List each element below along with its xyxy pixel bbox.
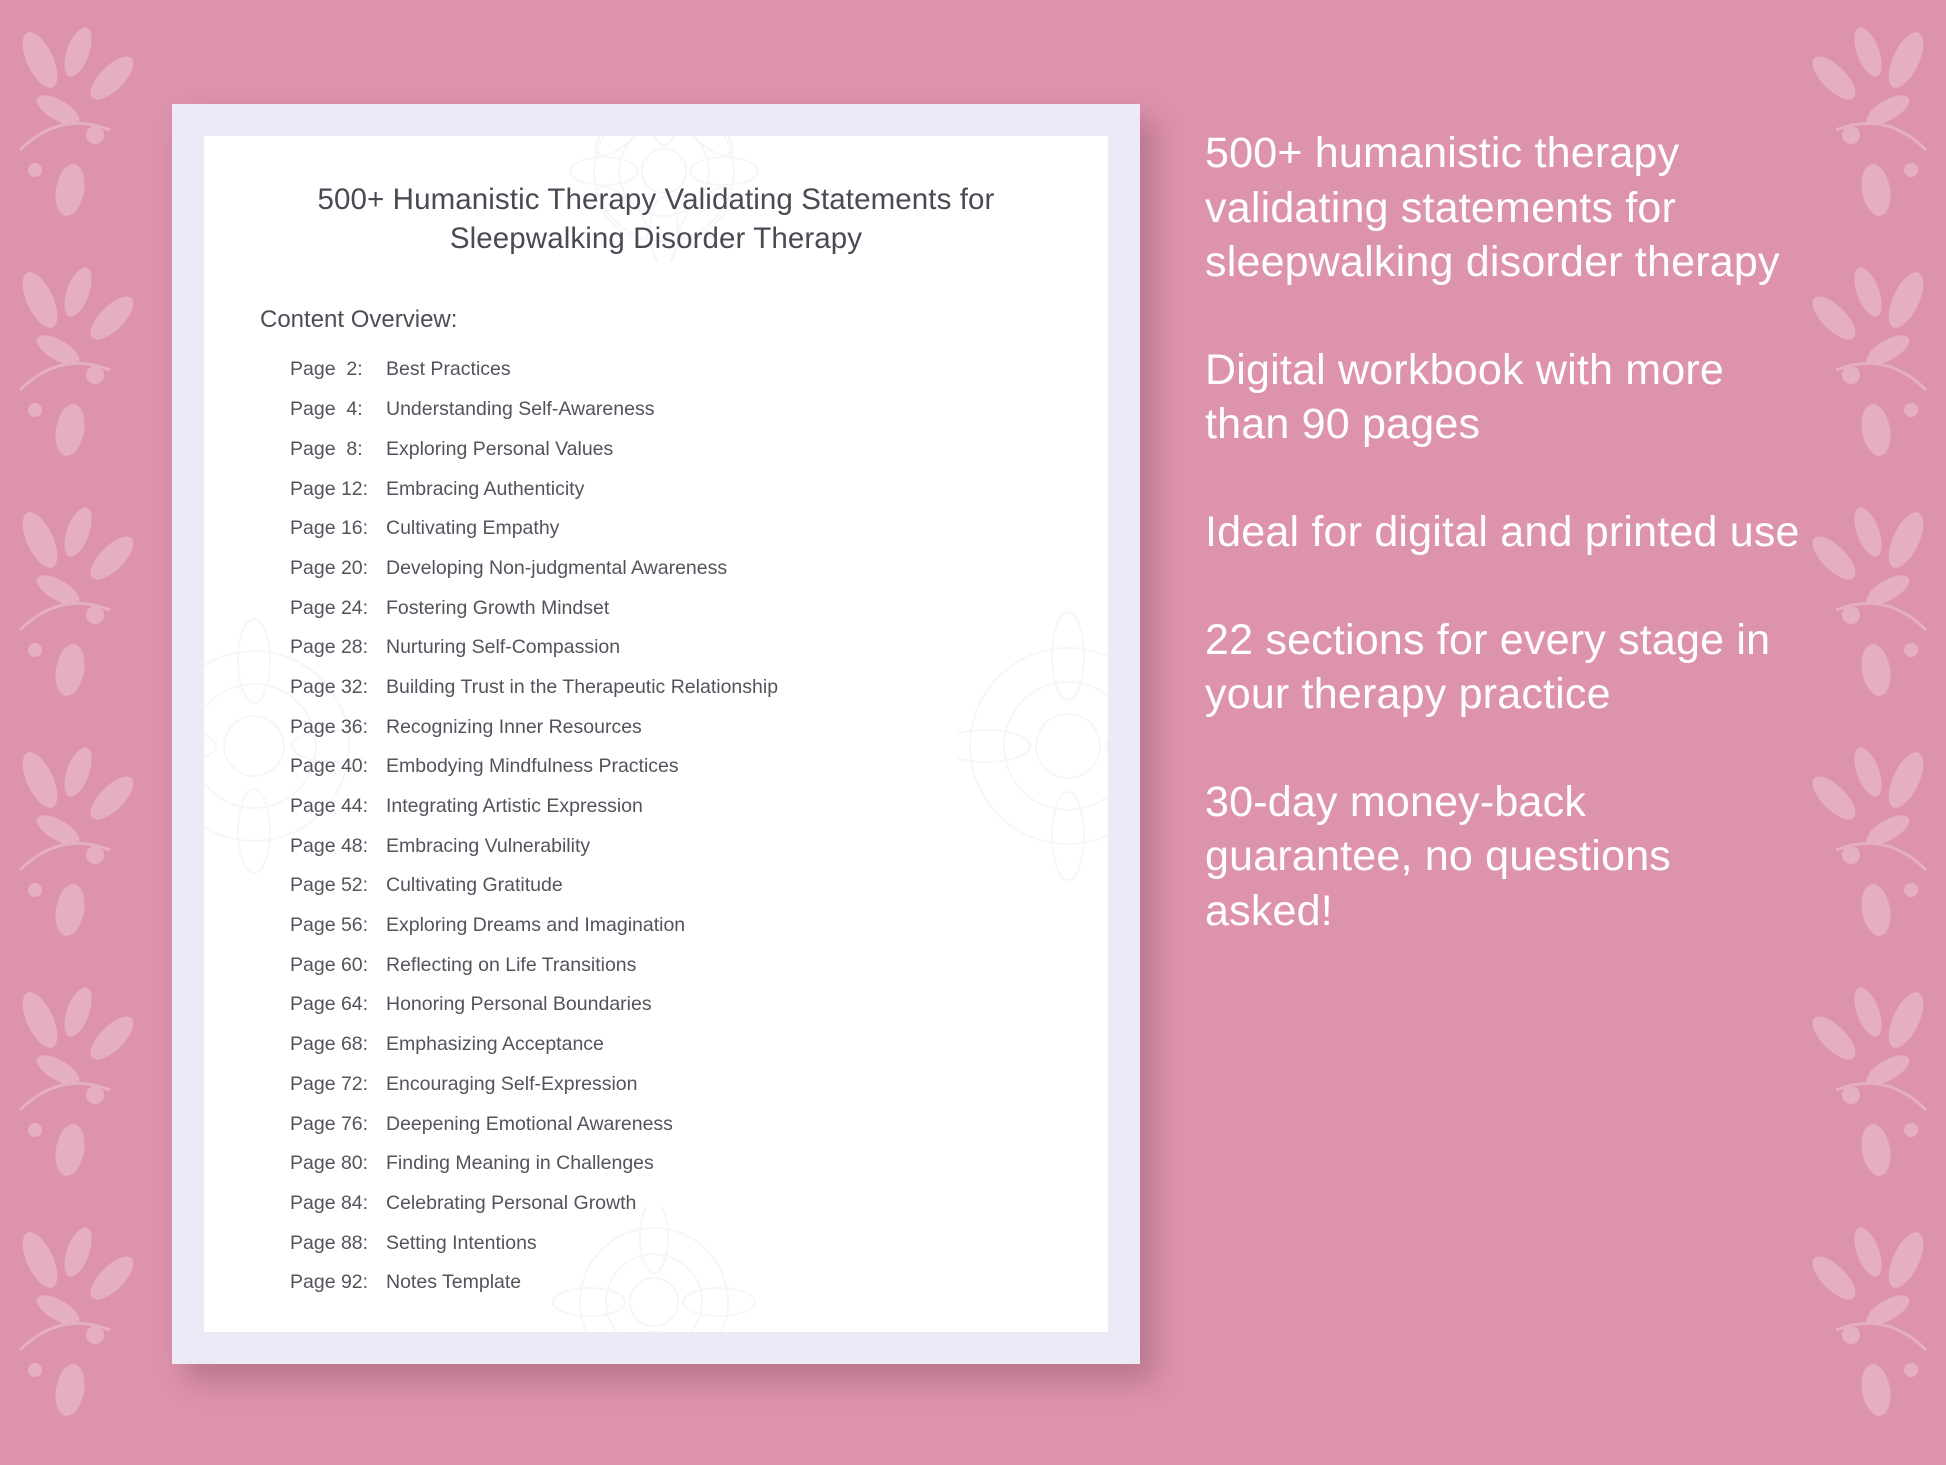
toc-section-label: Building Trust in the Therapeutic Relationship	[386, 675, 779, 698]
list-item	[290, 834, 1052, 857]
list-item	[290, 876, 1052, 896]
list-item	[290, 675, 1052, 698]
document-content	[204, 136, 1108, 1293]
toc-page-number: Page 32:	[290, 675, 369, 698]
toc-page-number: Page 2:	[290, 358, 363, 381]
list-item	[290, 1072, 1052, 1095]
toc-section-label: Deepening Emotional Awareness	[386, 1112, 673, 1135]
toc-section-label: Understanding Self-Awareness	[386, 398, 655, 421]
toc-section-label: Fostering Growth Mindset	[386, 596, 610, 619]
list-item	[290, 400, 1052, 420]
toc-section-label: Exploring Personal Values	[386, 437, 614, 460]
toc-page-number: Page 52:	[290, 874, 369, 897]
marketing-line-1: 500+ humanistic therapy validating statements for sleepwalking disorder therapy	[1205, 129, 1780, 287]
toc-page-number: Page 16:	[290, 517, 369, 540]
floral-border-right	[1786, 0, 1946, 1460]
toc-page-number: Page 8:	[290, 437, 363, 460]
toc-section-label: Encouraging Self-Expression	[386, 1072, 638, 1095]
list-item	[290, 1112, 1052, 1135]
toc-page-number: Page 56:	[290, 914, 369, 937]
toc-page-number: Page 72:	[290, 1072, 369, 1095]
list-item	[290, 1191, 1052, 1214]
toc-section-label: Cultivating Empathy	[386, 517, 560, 540]
list-item	[290, 638, 1052, 658]
toc-page-number: Page 92:	[290, 1271, 369, 1294]
toc-section-label: Emphasizing Acceptance	[386, 1033, 604, 1056]
toc-section-label: Exploring Dreams and Imagination	[386, 914, 686, 937]
toc-page-number: Page 68:	[290, 1033, 369, 1056]
page-title: 500+ Humanistic Therapy Validating Statements for Sleepwalking Disorder Therapy	[317, 183, 995, 256]
list-item	[290, 916, 1052, 936]
list-item	[290, 477, 1052, 500]
toc-section-label: Finding Meaning in Challenges	[386, 1152, 654, 1175]
toc-page-number: Page 60:	[290, 953, 369, 976]
toc-section-label: Notes Template	[386, 1271, 522, 1294]
toc-page-number: Page 20:	[290, 556, 369, 579]
toc-page-number: Page 36:	[290, 715, 369, 738]
list-item	[290, 797, 1052, 817]
toc-page-number: Page 64:	[290, 993, 369, 1016]
marketing-copy	[1205, 126, 1805, 939]
marketing-line-5: 30-day money-back guarantee, no questions asked!	[1205, 777, 1672, 936]
marketing-line-2: Digital workbook with more than 90 pages	[1205, 345, 1724, 449]
list-item	[290, 995, 1052, 1015]
list-item	[290, 519, 1052, 539]
list-item	[290, 437, 1052, 460]
list-item	[290, 715, 1052, 738]
toc-section-label: Integrating Artistic Expression	[386, 795, 643, 818]
marketing-line-4: 22 sections for every stage in your therapy practice	[1205, 615, 1771, 719]
toc-page-number: Page 48:	[290, 834, 369, 857]
toc-page-number: Page 80:	[290, 1152, 369, 1175]
toc-section-label: Embracing Authenticity	[386, 477, 585, 500]
toc-section-label: Best Practices	[386, 358, 511, 381]
toc-page-number: Page 12:	[290, 477, 369, 500]
marketing-line-3: Ideal for digital and printed use	[1205, 508, 1800, 557]
toc-page-number: Page 76:	[290, 1112, 369, 1135]
toc-section-label: Celebrating Personal Growth	[386, 1191, 637, 1214]
toc-section-label: Cultivating Gratitude	[386, 874, 563, 897]
list-item	[290, 556, 1052, 579]
table-of-contents	[260, 360, 1052, 1292]
list-item	[290, 1231, 1052, 1254]
toc-page-number: Page 84:	[290, 1191, 369, 1214]
content-overview-label: Content Overview:	[260, 306, 458, 334]
toc-section-label: Honoring Personal Boundaries	[386, 993, 652, 1016]
list-item	[290, 596, 1052, 619]
list-item	[290, 757, 1052, 777]
list-item	[290, 1035, 1052, 1055]
paper-inner	[204, 136, 1108, 1332]
list-item	[290, 1154, 1052, 1174]
toc-section-label: Reflecting on Life Transitions	[386, 953, 637, 976]
toc-page-number: Page 44:	[290, 795, 369, 818]
floral-border-left	[0, 0, 160, 1460]
list-item	[290, 953, 1052, 976]
toc-section-label: Recognizing Inner Resources	[386, 715, 642, 738]
toc-section-label: Embodying Mindfulness Practices	[386, 755, 679, 778]
toc-section-label: Developing Non-judgmental Awareness	[386, 556, 728, 579]
document-preview	[172, 104, 1140, 1364]
toc-section-label: Embracing Vulnerability	[386, 834, 591, 857]
toc-page-number: Page 24:	[290, 596, 369, 619]
list-item	[290, 360, 1052, 380]
toc-page-number: Page 40:	[290, 755, 369, 778]
toc-page-number: Page 28:	[290, 636, 369, 659]
list-item	[290, 1273, 1052, 1293]
toc-page-number: Page 4:	[290, 398, 363, 421]
toc-section-label: Nurturing Self-Compassion	[386, 636, 621, 659]
toc-section-label: Setting Intentions	[386, 1231, 537, 1254]
toc-page-number: Page 88:	[290, 1231, 369, 1254]
